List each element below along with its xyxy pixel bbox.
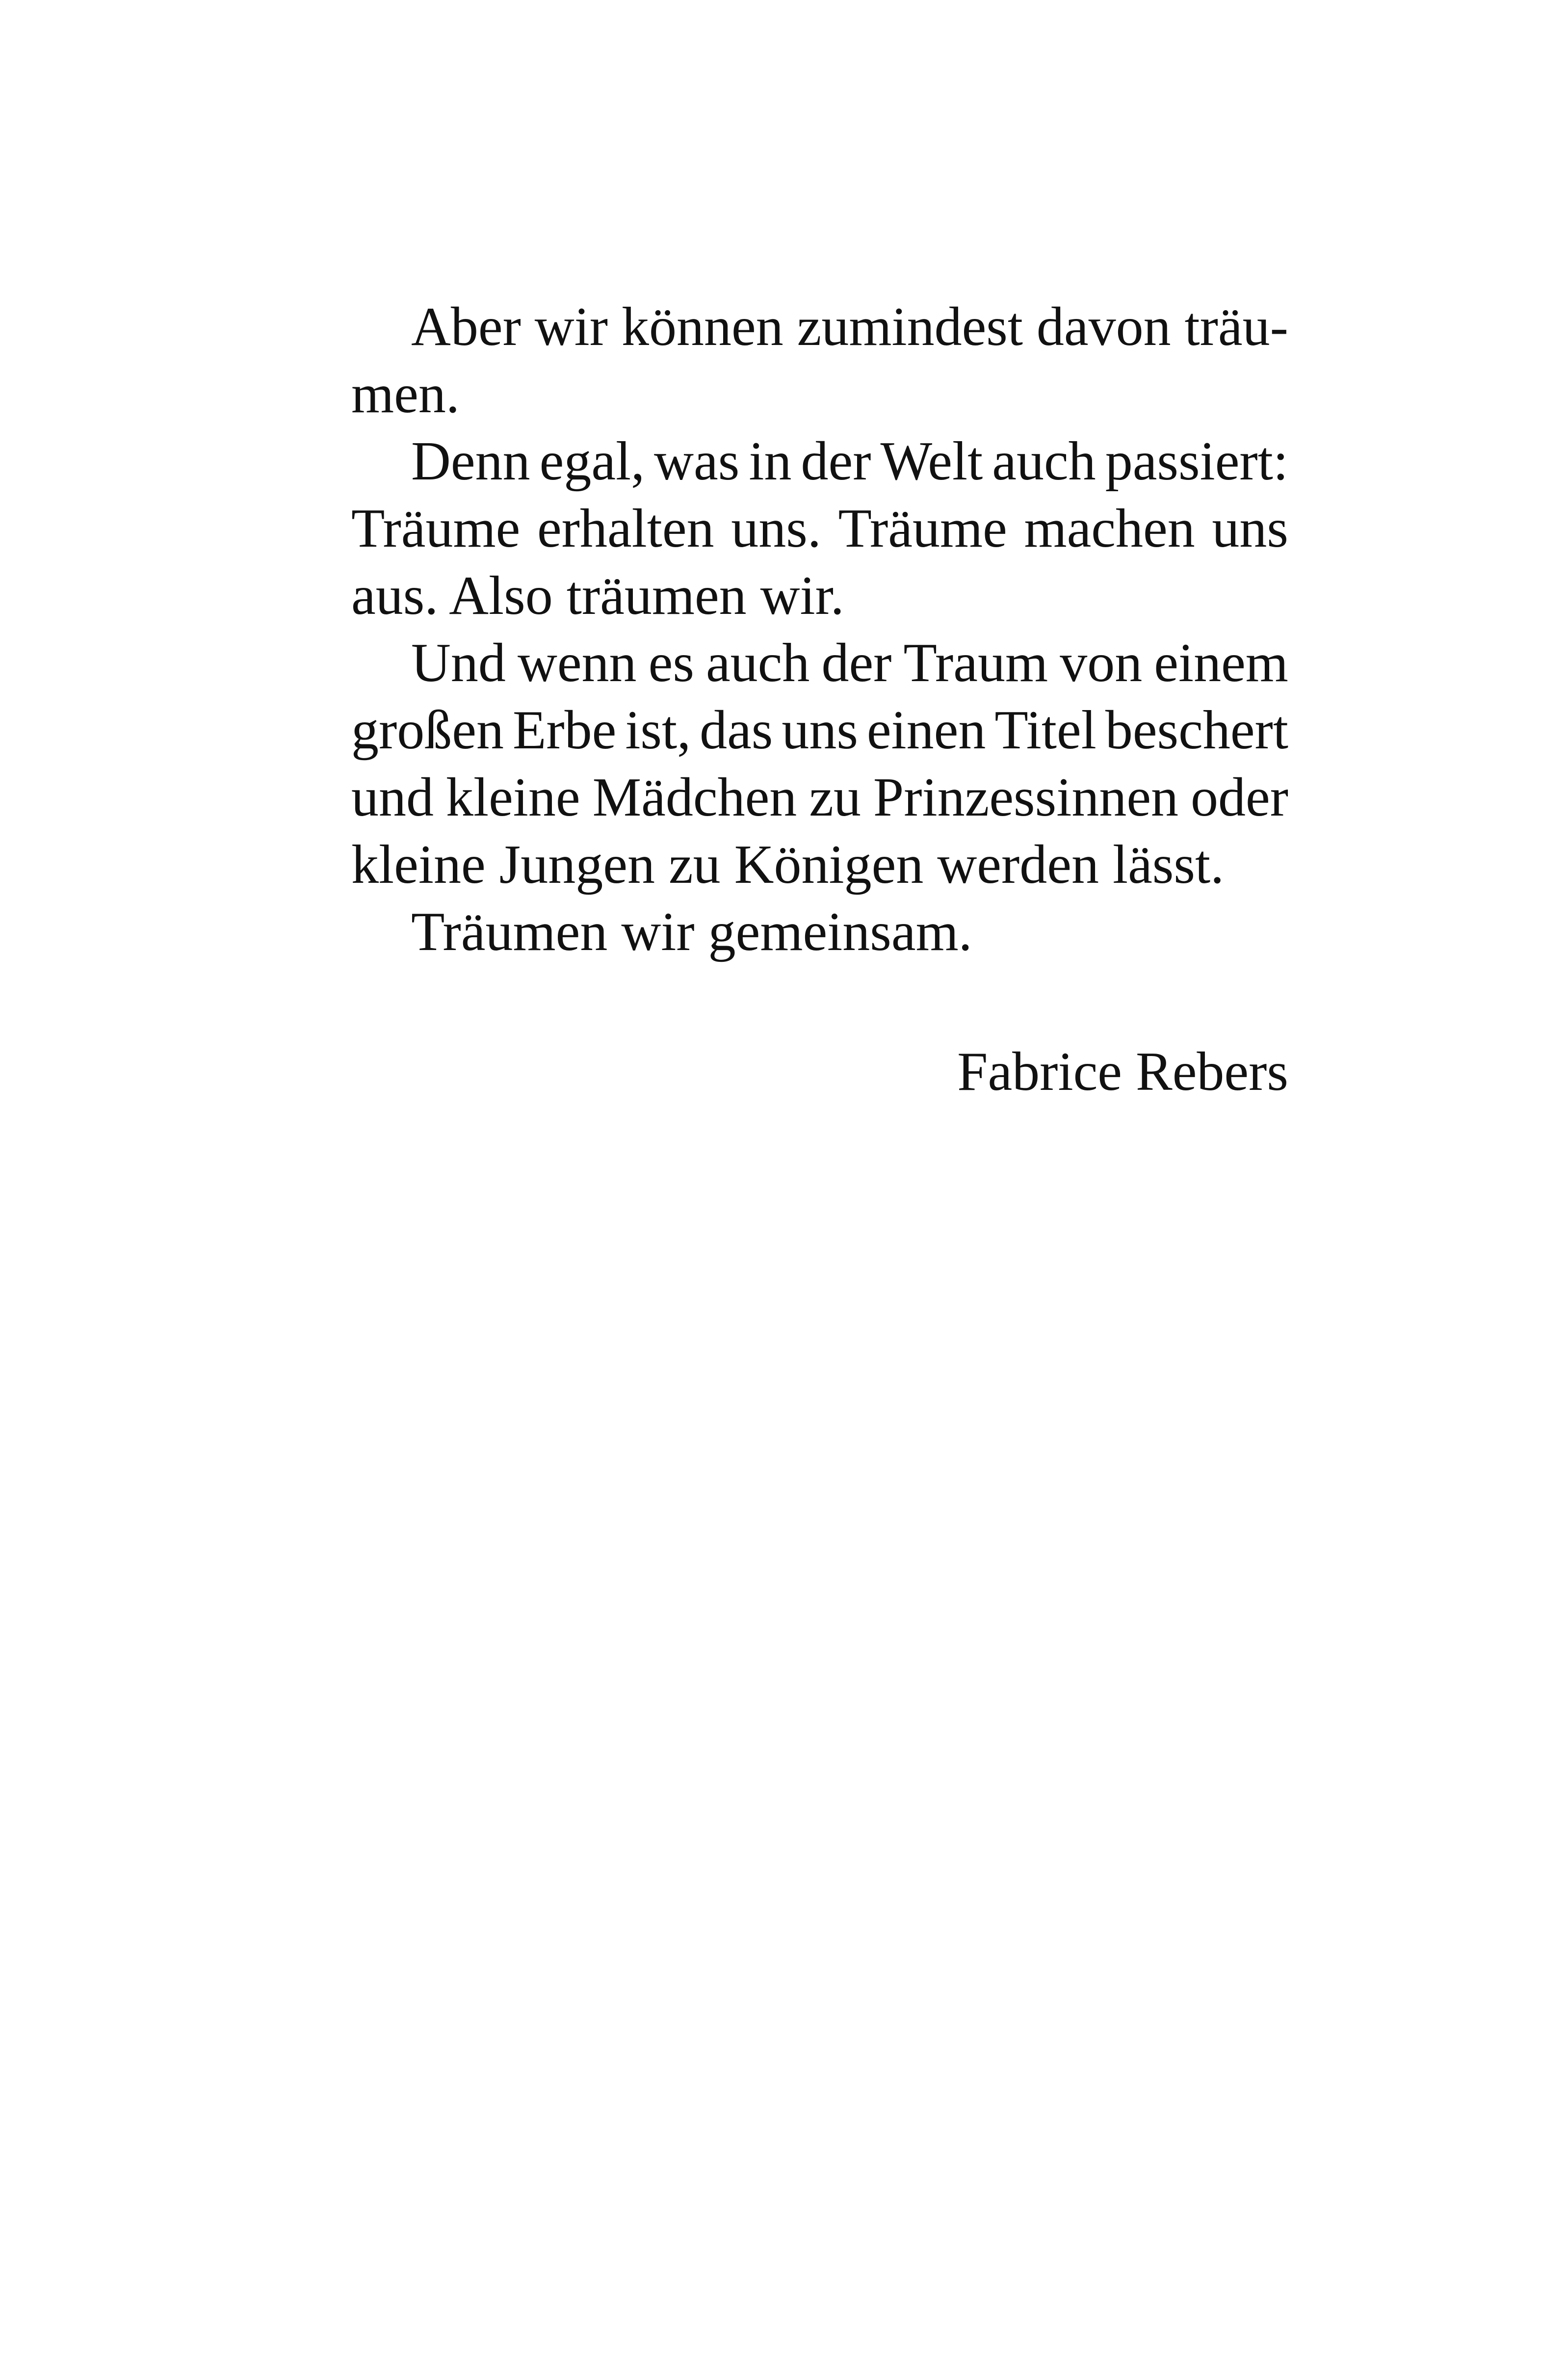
word: beschert: [1105, 700, 1288, 761]
paragraph-2-line-3: aus. Also träumen wir.: [351, 565, 844, 626]
word: der: [801, 431, 871, 492]
word: zumindest: [797, 296, 1023, 357]
word: Träume: [838, 498, 1007, 559]
word: es: [648, 633, 694, 693]
word: Erbe: [512, 700, 617, 761]
word: ist,: [625, 700, 691, 761]
paragraph-1-line-2: men.: [351, 364, 460, 424]
word: Und: [411, 633, 506, 693]
word: machen: [1024, 498, 1195, 559]
word: Titel: [994, 700, 1096, 761]
word: von: [1060, 633, 1143, 693]
author-signature: Fabrice Rebers: [957, 1041, 1288, 1102]
paragraph-3-line-1: [351, 630, 1288, 697]
word: können: [622, 296, 783, 357]
word: Prinzessinnen: [873, 767, 1179, 828]
word: oder: [1190, 767, 1288, 828]
word: Träume: [351, 498, 521, 559]
word: kleine: [445, 767, 580, 828]
paragraph-4-line-1: Träumen wir gemeinsam.: [411, 901, 972, 962]
word: egal,: [539, 431, 645, 492]
paragraph-3-line-3: [351, 764, 1288, 831]
paragraph-1-line-1: [351, 293, 1288, 361]
word: das: [700, 700, 773, 761]
word: passiert:: [1105, 431, 1288, 492]
word: und: [351, 767, 434, 828]
word: Denn: [411, 431, 530, 492]
word: Traum: [903, 633, 1048, 693]
word: uns: [782, 700, 858, 761]
word: Welt: [880, 431, 983, 492]
word: zu: [809, 767, 861, 828]
word: davon: [1036, 296, 1171, 357]
word: wir: [534, 296, 608, 357]
word: auch: [705, 633, 810, 693]
word: der: [821, 633, 892, 693]
word: träu-: [1184, 296, 1288, 357]
paragraph-2-line-2: [351, 495, 1288, 562]
paragraph-3-line-4: kleine Jungen zu Königen werden lässt.: [351, 834, 1225, 895]
word: uns.: [731, 498, 821, 559]
word: Mädchen: [592, 767, 797, 828]
word: was: [654, 431, 740, 492]
word: erhalten: [537, 498, 714, 559]
word: großen: [351, 700, 504, 761]
word: uns: [1212, 498, 1288, 559]
word: Aber: [411, 296, 521, 357]
word: einem: [1154, 633, 1288, 693]
paragraph-3-line-2: [351, 697, 1288, 764]
paragraph-2-line-1: [351, 428, 1288, 495]
body-text: [351, 293, 1288, 966]
word: in: [749, 431, 792, 492]
word: wenn: [517, 633, 637, 693]
word: auch: [992, 431, 1096, 492]
word: einen: [866, 700, 986, 761]
